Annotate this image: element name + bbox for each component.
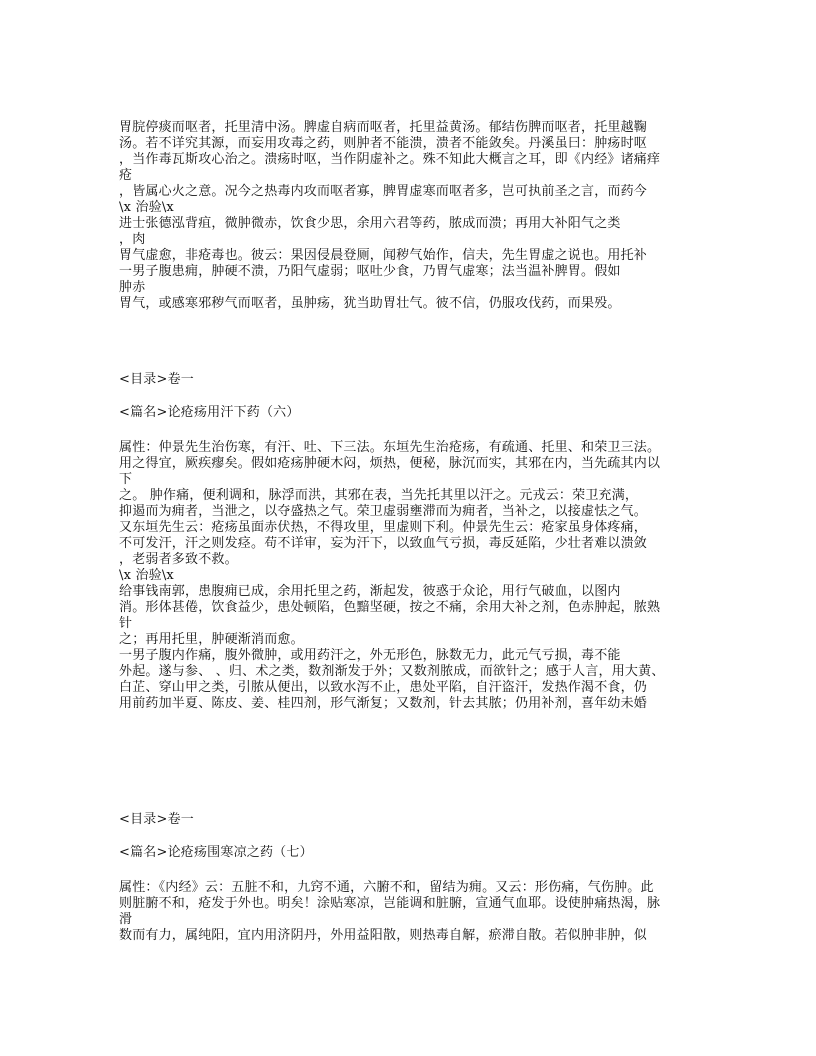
text-line: 进士张德泓背疽，微肿微赤，饮食少思，余用六君等药，脓成而溃；再用大补阳气之类 bbox=[119, 216, 621, 231]
text-line: 则脏腑不和，疮发于外也。明矣！涂贴寒凉，岂能调和脏腑，宣通气血耶。设使肿痛热渴，脉 bbox=[119, 896, 661, 911]
text-line: 之。 肿作痛，便利调和，脉浮而洪，其邪在表，当先托其里以汗之。元戎云：荣卫充满， bbox=[119, 488, 639, 503]
text-line: 汤。若不详究其源，而妄用攻毒之药，则肿者不能溃，溃者不能敛矣。丹溪虽曰：肿疡时呕 bbox=[119, 136, 648, 151]
section-title: <篇名>论疮疡用汗下药（六） bbox=[119, 405, 300, 420]
text-line: 用前药加半夏、陈皮、姜、桂四剂，形气渐复；又数剂，针去其脓；仍用补剂，喜年幼未婚 bbox=[119, 696, 648, 711]
text-line: 白芷、穿山甲之类，引脓从便出，以致水泻不止，患处平陷，自汗盗汗，发热作渴不食，仍 bbox=[119, 680, 648, 695]
catalog-heading: <目录>卷一 bbox=[119, 812, 194, 827]
text-line: ，肉 bbox=[119, 232, 146, 247]
text-line: 一男子腹患痈，肿硬不溃，乃阳气虚弱；呕吐少食，乃胃气虚寒；法当温补脾胃。假如 bbox=[119, 264, 621, 279]
text-line: 用之得宜，厥疾瘳矣。假如疮疡肿硬木闷，烦热，便秘，脉沉而实，其邪在内，当先疏其内以 bbox=[119, 456, 661, 471]
text-line: 属性：《内经》云：五脏不和，九窍不通，六腑不和，留结为痈。又云：形伤痛，气伤肿。此 bbox=[119, 880, 654, 895]
text-line: 给事钱南郭，患腹痈已成，余用托里之药，渐起发，彼惑于众论，用行气破血，以图内 bbox=[119, 584, 621, 599]
text-line: ，当作毒瓦斯攻心治之。溃疡时呕，当作阴虚补之。殊不知此大概言之耳，即《内经》诸痛痒 bbox=[119, 152, 661, 167]
text-line: 滑 bbox=[119, 912, 133, 927]
text-line: ，老弱者多致不救。 bbox=[119, 552, 238, 567]
text-line: 消。形体甚倦，饮食益少，患处顿陷，色黯坚硬，按之不痛，余用大补之剂，色赤肿起，脓熟 bbox=[119, 600, 661, 615]
text-line: 胃脘停痰而呕者，托里清中汤。脾虚自病而呕者，托里益黄汤。郁结伤脾而呕者，托里越鞠 bbox=[119, 120, 648, 135]
text-line: 不可发汗，汗之则发痉。苟不详审，妄为汗下，以致血气亏损，毒反延陷，少壮者难以溃敛 bbox=[119, 536, 648, 551]
text-line: \x 治验\x bbox=[119, 200, 174, 215]
catalog-heading: <目录>卷一 bbox=[119, 372, 194, 387]
text-line: 属性：仲景先生治伤寒，有汗、吐、下三法。东垣先生治疮疡，有疏通、托里、和荣卫三法。 bbox=[119, 440, 661, 455]
text-line: 之；再用托里，肿硬渐消而愈。 bbox=[119, 632, 304, 647]
text-line: 肿赤 bbox=[119, 280, 146, 295]
text-line: ，皆属心火之意。况今之热毒内攻而呕者寡，脾胃虚寒而呕者多，岂可执前圣之言，而药今 bbox=[119, 184, 648, 199]
text-line: 外起。遂与参、 、归、术之类，数剂渐发于外；又数剂脓成，而欲针之；感于人言，用大黄、 bbox=[119, 664, 665, 679]
text-line: 胃气虚愈，非疮毒也。彼云：果因侵晨登厕，闻秽气始作，信夫，先生胃虚之说也。用托补 bbox=[119, 248, 648, 263]
text-line: \x 治验\x bbox=[119, 568, 174, 583]
section-title: <篇名>论疮疡围寒凉之药（七） bbox=[119, 845, 313, 860]
text-line: 一男子腹内作痛，腹外微肿，或用药汗之，外无形色，脉数无力，此元气亏损，毒不能 bbox=[119, 648, 621, 663]
text-line: 疮 bbox=[119, 168, 133, 183]
text-line: 下 bbox=[119, 472, 133, 487]
text-line: 针 bbox=[119, 616, 133, 631]
text-line: 抑遏而为痈者，当泄之，以夺盛热之气。荣卫虚弱壅滞而为痈者，当补之，以接虚怯之气。 bbox=[119, 504, 648, 519]
text-line: 胃气，或感寒邪秽气而呕者，虽肿疡，犹当助胃壮气。彼不信，仍服攻伐药，而果殁。 bbox=[119, 296, 621, 311]
text-line: 数而有力，属纯阳，宜内用济阴丹，外用益阳散，则热毒自解，瘀滞自散。若似肿非肿，似 bbox=[119, 928, 648, 943]
text-line: 又东垣先生云：疮疡虽面赤伏热，不得攻里，里虚则下利。仲景先生云：疮家虽身体疼痛， bbox=[119, 520, 648, 535]
